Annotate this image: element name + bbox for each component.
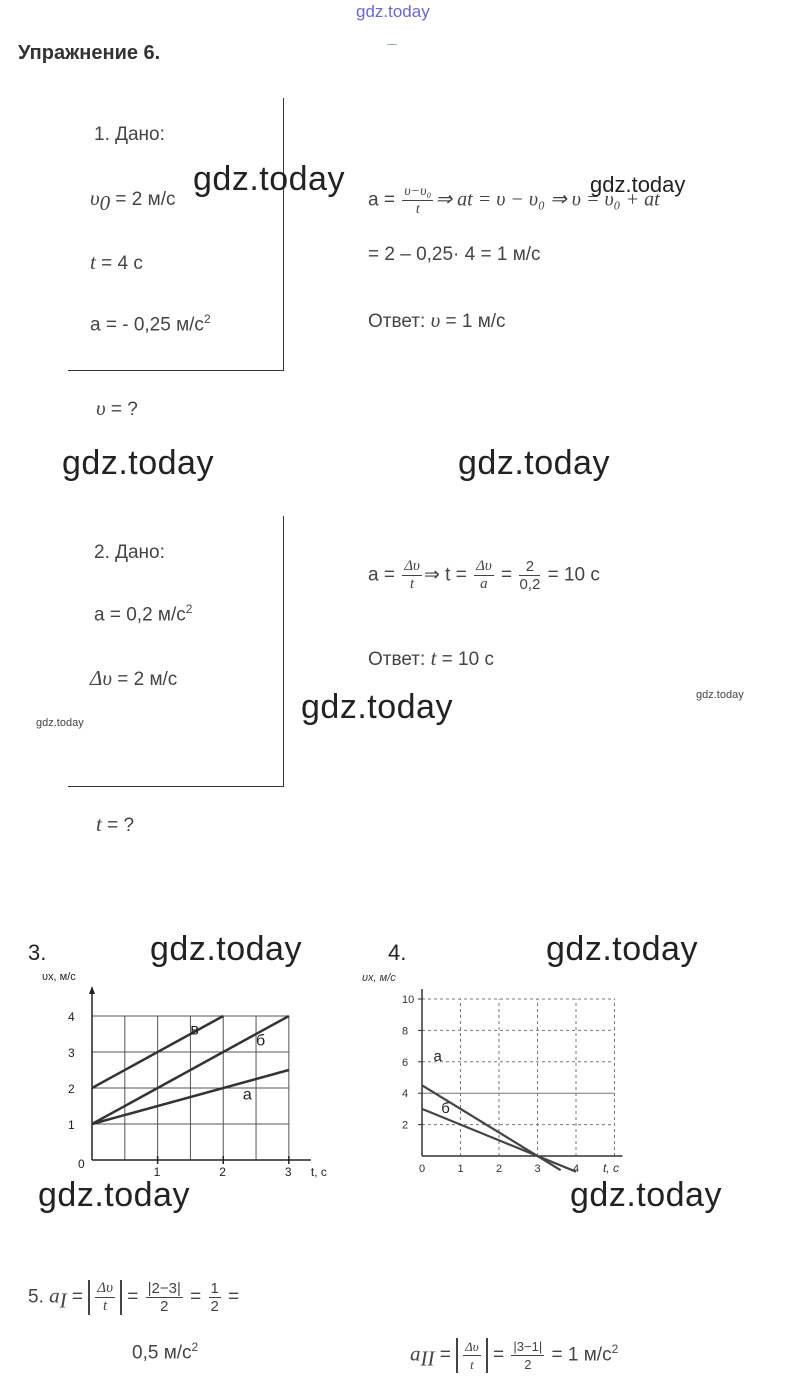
p5-eq: = bbox=[121, 1286, 144, 1308]
p5-fraction-2 bbox=[146, 1280, 183, 1315]
p1-find bbox=[96, 396, 138, 421]
p5-label: 5. bbox=[28, 1286, 50, 1308]
given-divider-vertical bbox=[283, 98, 284, 370]
y-tick-label: 2 bbox=[68, 1082, 75, 1096]
y-axis-arrow bbox=[89, 986, 95, 994]
watermark: gdz.today bbox=[570, 1176, 722, 1214]
watermark: gdz.today bbox=[150, 930, 302, 968]
y-tick-label: 1 bbox=[68, 1118, 75, 1132]
p2-formula-arrow: ⇒ t = bbox=[423, 564, 473, 586]
p5-f3-den: 2 bbox=[210, 1298, 219, 1315]
p5-a1-result-exp: 2 bbox=[191, 1340, 199, 1354]
chart-4 bbox=[358, 964, 648, 1184]
series-label: а bbox=[433, 1047, 442, 1065]
p2-answer-value: = 10 с bbox=[436, 649, 494, 670]
p5-fraction-3 bbox=[209, 1280, 221, 1315]
x-tick-label: 3 bbox=[284, 1165, 292, 1179]
watermark: gdz.today bbox=[62, 444, 214, 482]
p2-given-a bbox=[94, 602, 192, 626]
p5-f1-den: t bbox=[103, 1298, 108, 1314]
p1-formula-num: υ−υ₀ bbox=[404, 184, 432, 199]
p5-fraction-1 bbox=[95, 1280, 115, 1315]
p5-a2-sub: II bbox=[420, 1346, 435, 1371]
p1-v0-value: = 2 м/с bbox=[110, 189, 176, 210]
p5-a1-formula bbox=[28, 1280, 239, 1315]
p5-g1-den: t bbox=[470, 1357, 474, 1372]
given-divider-vertical bbox=[283, 516, 284, 786]
y-tick-label: 2 bbox=[402, 1119, 409, 1132]
p1-calc: = 2 – 0,25· 4 = 1 м/с bbox=[368, 244, 541, 265]
y-axis-label: υx, м/с bbox=[362, 972, 396, 984]
p5-fraction-5 bbox=[511, 1338, 544, 1373]
p5-f2-num: |2−3| bbox=[147, 1280, 181, 1297]
p5-fraction-4 bbox=[463, 1338, 481, 1373]
p2-fraction-3 bbox=[519, 558, 540, 593]
p5-eq: = bbox=[66, 1286, 89, 1308]
series-label: б bbox=[256, 1032, 266, 1050]
p5-eq: = bbox=[184, 1286, 207, 1308]
p5-f1-num: Δυ bbox=[97, 1280, 113, 1296]
y-tick-label: 8 bbox=[402, 1025, 409, 1038]
p5-a1-sub: I bbox=[59, 1288, 67, 1313]
series-label: в bbox=[190, 1021, 199, 1039]
p1-heading: 1. Дано: bbox=[94, 124, 165, 145]
p2-find-symbol: t bbox=[96, 812, 102, 836]
p1-a-value: = - 0,25 м/с bbox=[100, 314, 204, 336]
p2-a-exp: 2 bbox=[185, 602, 193, 616]
watermark: gdz.today bbox=[696, 689, 744, 701]
watermark: gdz.today bbox=[458, 444, 610, 482]
x-tick-label: 2 bbox=[496, 1163, 503, 1175]
x-tick-label: 0 bbox=[78, 1157, 85, 1171]
x-tick-label: 2 bbox=[219, 1165, 226, 1179]
decor-dash bbox=[387, 44, 397, 45]
chart-3 bbox=[34, 960, 364, 1180]
p1-v0-symbol: υ bbox=[90, 186, 100, 210]
p1-answer-label: Ответ: bbox=[368, 311, 431, 332]
p2-dv-value: = 2 м/с bbox=[111, 669, 178, 690]
watermark: gdz.today bbox=[38, 1176, 190, 1214]
p1-t-value: = 4 с bbox=[95, 253, 143, 274]
p1-formula-den: t bbox=[415, 202, 420, 217]
p2-answer-label: Ответ: bbox=[368, 649, 431, 670]
p2-formula-a: a = bbox=[368, 564, 401, 586]
y-tick-label: 4 bbox=[402, 1088, 409, 1101]
x-tick-label: 0 bbox=[419, 1163, 426, 1175]
x-tick-label: 1 bbox=[457, 1163, 464, 1175]
p2-fraction-2 bbox=[474, 558, 494, 593]
p5-g2-num: |3−1| bbox=[513, 1339, 543, 1354]
p5-eq: = bbox=[434, 1344, 457, 1366]
y-tick-label: 4 bbox=[68, 1010, 75, 1024]
p1-a-exp: 2 bbox=[203, 312, 211, 326]
p2-find-value: = ? bbox=[101, 815, 135, 836]
watermark: gdz.today bbox=[193, 160, 345, 198]
page-title: Упражнение 6. bbox=[18, 42, 161, 64]
p1-given-v0 bbox=[90, 186, 175, 216]
p2-formula-eq: = bbox=[495, 564, 518, 586]
p2-a-symbol: a bbox=[94, 604, 105, 626]
p1-a-symbol: a bbox=[90, 314, 101, 336]
given-divider-horizontal bbox=[68, 370, 284, 371]
p2-f2-den: a bbox=[480, 576, 488, 592]
p1-formula-lhs: a = bbox=[368, 189, 401, 211]
p1-given-a bbox=[90, 312, 211, 336]
p2-f2-num: Δυ bbox=[476, 558, 492, 574]
p1-find-symbol: υ bbox=[96, 396, 106, 420]
p4-label: 4. bbox=[388, 940, 407, 965]
p3-label: 3. bbox=[28, 940, 47, 965]
p2-answer bbox=[368, 646, 494, 671]
watermark: gdz.today bbox=[36, 717, 84, 729]
p5-f2-den: 2 bbox=[160, 1298, 169, 1315]
p2-a-value: = 0,2 м/с bbox=[104, 604, 186, 626]
series-label: а bbox=[242, 1086, 252, 1104]
watermark: gdz.today bbox=[590, 172, 686, 197]
y-axis-label: υx, м/с bbox=[42, 971, 76, 983]
p5-a1-result bbox=[132, 1340, 198, 1364]
p1-find-value: = ? bbox=[105, 399, 138, 420]
watermark: gdz.today bbox=[546, 930, 698, 968]
x-tick-label: 4 bbox=[573, 1163, 580, 1175]
watermark-top: gdz.today bbox=[356, 2, 430, 21]
p5-eq: = bbox=[487, 1344, 510, 1366]
p5-a1-symbol: a bbox=[49, 1283, 60, 1308]
p2-given-dv bbox=[90, 666, 177, 691]
p1-answer bbox=[368, 308, 506, 333]
p1-v0-sub: 0 bbox=[99, 190, 111, 215]
x-axis-label: t, с bbox=[310, 1165, 327, 1179]
p2-heading: 2. Дано: bbox=[94, 542, 165, 563]
p5-a2-formula bbox=[410, 1338, 618, 1373]
p5-f3-num: 1 bbox=[210, 1280, 219, 1297]
given-divider-horizontal bbox=[68, 786, 284, 787]
p1-given-t bbox=[90, 250, 143, 275]
p2-f3-num: 2 bbox=[519, 558, 540, 576]
p1-t-symbol: t bbox=[90, 250, 96, 274]
p1-answer-value: = 1 м/с bbox=[440, 311, 506, 332]
x-tick-label: 3 bbox=[534, 1163, 541, 1175]
y-tick-label: 10 bbox=[402, 994, 415, 1006]
series-label: б bbox=[441, 1099, 450, 1117]
p2-formula-result: = 10 с bbox=[542, 564, 600, 586]
p2-f3-den: 0,2 bbox=[519, 576, 541, 593]
y-tick-label: 3 bbox=[68, 1046, 75, 1060]
p5-a2-result-value: = 1 м/с bbox=[546, 1344, 612, 1366]
p5-eq: = bbox=[222, 1286, 240, 1308]
x-tick-label: 1 bbox=[153, 1165, 161, 1179]
p2-f1-num: Δυ bbox=[404, 558, 420, 574]
p5-a2-symbol: a bbox=[410, 1341, 421, 1366]
p5-a1-result-value: 0,5 м/с bbox=[132, 1342, 192, 1364]
p5-abs-bars-2 bbox=[456, 1338, 488, 1373]
p1-formula-rest: ⇒ at = υ − υ₀ ⇒ υ = υ₀ + at bbox=[435, 188, 660, 211]
y-tick-label: 6 bbox=[402, 1056, 409, 1069]
p5-abs-bars bbox=[88, 1280, 122, 1315]
p1-formula-fraction bbox=[402, 183, 433, 218]
p2-f1-den: t bbox=[410, 576, 415, 592]
p2-answer-symbol: t bbox=[430, 646, 437, 670]
p2-formula bbox=[368, 558, 600, 593]
p1-answer-symbol: υ bbox=[430, 308, 441, 332]
p5-g1-num: Δυ bbox=[465, 1339, 479, 1354]
p5-a2-result-exp: 2 bbox=[611, 1342, 619, 1357]
p2-fraction-1 bbox=[402, 558, 422, 593]
p5-g2-den: 2 bbox=[524, 1357, 532, 1372]
p2-dv-symbol: Δυ bbox=[90, 666, 112, 690]
x-axis-label: t, с bbox=[602, 1161, 619, 1175]
p2-find bbox=[96, 812, 134, 837]
watermark: gdz.today bbox=[301, 688, 453, 726]
